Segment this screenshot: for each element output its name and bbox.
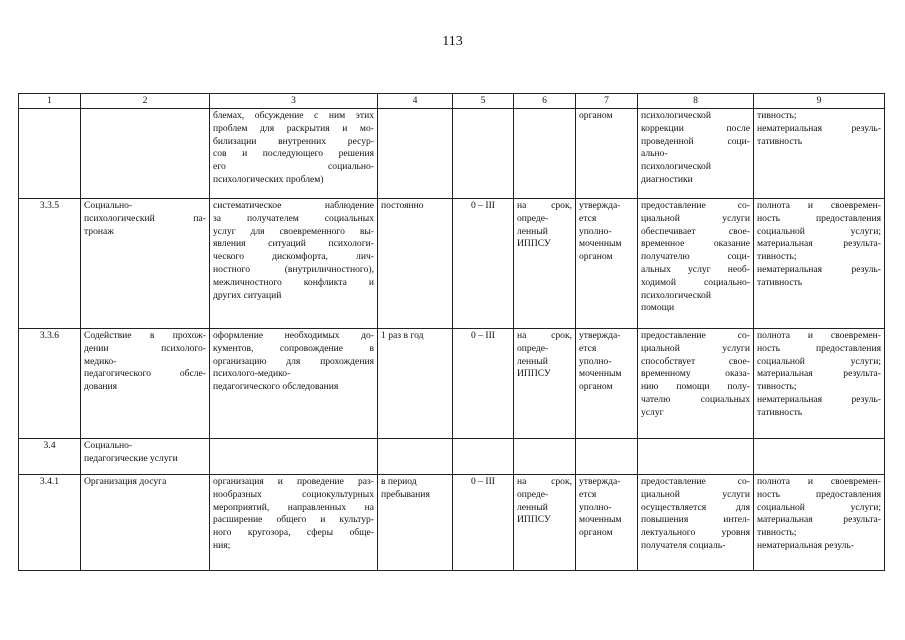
quality-cell-line: тативность (757, 276, 803, 288)
cost-cell-line: на срок, (517, 476, 572, 487)
services-table (18, 93, 885, 571)
quality-cell-line: тативность (757, 406, 803, 418)
result-cell-line: обеспечивает свое- (641, 225, 750, 237)
quality-cell-line: полнота и своевремен- (757, 330, 881, 341)
cost-cell (514, 475, 576, 571)
column-header: 3 (210, 94, 378, 109)
result-cell-line: временному оказа- (641, 368, 750, 380)
table-row (19, 329, 885, 439)
result-cell-line: временное оказание (641, 238, 750, 250)
service-name-cell-line: психологический па- (84, 212, 206, 224)
responsible-cell (576, 439, 638, 475)
service-content-cell-line: ческого дискомфорта, лич- (213, 251, 374, 263)
category-cell-text: 0 – III (471, 330, 495, 341)
result-cell (638, 329, 754, 439)
service-content-cell-line: проблем для раскрытия и мо- (213, 122, 374, 134)
service-content-cell (210, 329, 378, 439)
service-content-cell-line: организацию для прохождения (213, 355, 374, 367)
table-row (19, 199, 885, 329)
service-content-cell (210, 199, 378, 329)
result-cell-line: осуществляется для (641, 501, 750, 513)
service-name-cell-line: Содействие в прохож- (84, 330, 206, 341)
cost-cell (514, 439, 576, 475)
period-cell (378, 199, 453, 329)
column-header: 9 (754, 94, 885, 109)
row-number-cell-text: 3.4.1 (39, 476, 60, 487)
service-name-cell-line: Социально- (84, 200, 133, 211)
quality-cell-line: тивность; (757, 110, 797, 121)
row-number-cell (19, 109, 81, 199)
quality-cell-line: тивность; (757, 527, 797, 539)
row-number-cell-text: 3.3.5 (39, 200, 60, 211)
column-header: 8 (638, 94, 754, 109)
service-content-cell-line: блемах, обсуждение с ним этих (213, 110, 374, 121)
quality-cell-line: полнота и своевремен- (757, 476, 881, 487)
responsible-cell-line: уполно- (579, 225, 612, 237)
quality-cell (754, 109, 885, 199)
service-name-cell (81, 109, 210, 199)
service-content-cell-line: межличностного конфликта и (213, 276, 374, 288)
quality-cell (754, 199, 885, 329)
responsible-cell-line: органом (579, 527, 613, 539)
cost-cell-line: ленный (517, 501, 548, 513)
service-content-cell (210, 439, 378, 475)
result-cell (638, 439, 754, 475)
result-cell-line: психологической (641, 110, 711, 121)
quality-cell-line: тивность; (757, 251, 797, 263)
quality-cell-line: нематериальная резуль- (757, 539, 854, 551)
service-content-cell-line: других ситуаций (213, 289, 282, 301)
quality-cell-line: ность предоставления (757, 212, 881, 224)
service-content-cell-line: психолого-медико- (213, 368, 291, 380)
page-number: 113 (442, 34, 463, 49)
quality-cell-line: ность предоставления (757, 488, 881, 500)
result-cell-line: альных услуг необ- (641, 263, 750, 275)
service-content-cell-line: ностного (внутриличностного), (213, 263, 374, 275)
service-content-cell-line: систематическое наблюдение (213, 200, 374, 211)
result-cell-line: проведенной соци- (641, 135, 750, 147)
responsible-cell-line: моченным (579, 368, 622, 380)
cost-cell (514, 199, 576, 329)
result-cell (638, 475, 754, 571)
service-name-cell-line: дования (84, 381, 118, 393)
responsible-cell-line: утвержда- (579, 476, 621, 487)
service-content-cell-line: за получателем социальных (213, 212, 374, 224)
service-content-cell-line: его социально- (213, 161, 374, 173)
quality-cell-line: социальной услуги; (757, 501, 881, 513)
service-name-cell-line: педагогические услуги (84, 452, 178, 464)
result-cell-line: коррекции после (641, 122, 750, 134)
result-cell (638, 199, 754, 329)
row-number-cell-text: 3.4 (43, 440, 56, 451)
row-number-cell (19, 329, 81, 439)
service-name-cell-line: Социально- (84, 440, 133, 451)
responsible-cell (576, 109, 638, 199)
result-cell-line: нию помощи полу- (641, 381, 750, 393)
service-content-cell-line: организация и проведение раз- (213, 476, 374, 487)
result-cell-line: помощи (641, 302, 675, 314)
quality-cell-line: материальная результа- (757, 514, 881, 526)
cost-cell-line: ленный (517, 225, 548, 237)
cost-cell-line: опреде- (517, 488, 549, 500)
result-cell-line: предоставление со- (641, 200, 750, 211)
result-cell-line: способствует свое- (641, 355, 750, 367)
column-header: 7 (576, 94, 638, 109)
column-header: 4 (378, 94, 453, 109)
quality-cell-line: нематериальная резуль- (757, 263, 881, 275)
period-cell-text: постоянно (381, 200, 424, 211)
cost-cell-line: ИППСУ (517, 238, 551, 250)
quality-cell-line: материальная результа- (757, 238, 881, 250)
service-name-cell (81, 329, 210, 439)
responsible-cell-line: ется (579, 212, 597, 224)
responsible-cell-line: органом (579, 251, 613, 263)
service-content-cell (210, 109, 378, 199)
column-header: 5 (453, 94, 514, 109)
service-content-cell-line: психологических проблем) (213, 173, 324, 185)
table-row (19, 475, 885, 571)
quality-cell-line: ность предоставления (757, 342, 881, 354)
result-cell-line: предоставление со- (641, 330, 750, 341)
responsible-cell-line: моченным (579, 238, 622, 250)
service-content-cell-line: педагогического обследования (213, 381, 339, 393)
result-cell-line: ходимой социально- (641, 276, 750, 288)
row-number-cell (19, 475, 81, 571)
cost-cell-line: на срок, (517, 330, 572, 341)
responsible-cell-line: утвержда- (579, 330, 621, 341)
period-cell (378, 329, 453, 439)
cost-cell-line: опреде- (517, 212, 549, 224)
period-cell-text: 1 раз в год (381, 330, 424, 341)
service-name-cell-line: медико- (84, 355, 117, 367)
service-name-cell (81, 199, 210, 329)
responsible-cell (576, 475, 638, 571)
responsible-cell-line: моченным (579, 514, 622, 526)
service-content-cell-line: нообразных социокультурных (213, 488, 374, 500)
service-name-cell-line: педагогического обсле- (84, 368, 206, 380)
result-cell-line: получателю соци- (641, 251, 750, 263)
row-number-cell-text: 3.3.6 (39, 330, 60, 341)
period-cell (378, 475, 453, 571)
result-cell-line: услуг (641, 406, 664, 418)
cost-cell-line: опреде- (517, 342, 549, 354)
responsible-cell-line: утвержда- (579, 200, 621, 211)
cost-cell-line: ленный (517, 355, 548, 367)
quality-cell-line: социальной услуги; (757, 355, 881, 367)
quality-cell-line: полнота и своевремен- (757, 200, 881, 211)
service-content-cell-line: расширение общего и культур- (213, 514, 374, 526)
responsible-cell-line: ется (579, 488, 597, 500)
service-content-cell-line: сов и последующего решения (213, 148, 374, 160)
responsible-cell (576, 329, 638, 439)
result-cell-line: психологической (641, 161, 711, 173)
responsible-cell-line: органом (579, 381, 613, 393)
result-cell-line: циальной услуги (641, 342, 750, 354)
result-cell-line: циальной услуги (641, 488, 750, 500)
table-header-row (19, 94, 885, 109)
responsible-cell (576, 199, 638, 329)
service-content-cell-line: оформление необходимых до- (213, 330, 374, 341)
responsible-cell-line: органом (579, 110, 613, 121)
table-row (19, 109, 885, 199)
category-cell (453, 199, 514, 329)
period-cell (378, 439, 453, 475)
category-cell (453, 329, 514, 439)
quality-cell-line: тивность; (757, 381, 797, 393)
quality-cell-line: социальной услуги; (757, 225, 881, 237)
column-header: 2 (81, 94, 210, 109)
service-name-cell-line: дении психолого- (84, 342, 206, 354)
cost-cell-line: ИППСУ (517, 514, 551, 526)
result-cell-line: получателя социаль- (641, 539, 726, 551)
category-cell (453, 475, 514, 571)
category-cell-text: 0 – III (471, 200, 495, 211)
cost-cell-line: ИППСУ (517, 368, 551, 380)
quality-cell-line: тативность (757, 135, 803, 147)
category-cell (453, 439, 514, 475)
result-cell-line: лектуального уровня (641, 527, 750, 539)
table-row (19, 439, 885, 475)
cost-cell (514, 329, 576, 439)
row-number-cell (19, 439, 81, 475)
quality-cell-line: материальная результа- (757, 368, 881, 380)
result-cell-line: диагностики (641, 173, 693, 185)
service-content-cell-line: ния; (213, 539, 231, 551)
row-number-cell (19, 199, 81, 329)
responsible-cell-line: уполно- (579, 501, 612, 513)
column-header: 6 (514, 94, 576, 109)
service-name-cell-line: тронаж (84, 225, 114, 237)
result-cell-line: чателю социальных (641, 393, 750, 405)
period-cell-text: в период пребывания (381, 476, 430, 500)
result-cell-line: ально- (641, 148, 668, 160)
result-cell-line: повышения интел- (641, 514, 750, 526)
service-content-cell (210, 475, 378, 571)
quality-cell (754, 439, 885, 475)
service-name-cell (81, 475, 210, 571)
service-content-cell-line: билизации внутренних ресур- (213, 135, 374, 147)
result-cell-line: психологической (641, 289, 711, 301)
period-cell (378, 109, 453, 199)
result-cell (638, 109, 754, 199)
quality-cell (754, 475, 885, 571)
service-content-cell-line: мероприятий, направленных на (213, 501, 374, 513)
category-cell (453, 109, 514, 199)
service-name-cell-line: Организация досуга (84, 476, 167, 487)
responsible-cell-line: уполно- (579, 355, 612, 367)
result-cell-line: предоставление со- (641, 476, 750, 487)
quality-cell-line: нематериальная резуль- (757, 122, 881, 134)
cost-cell-line: на срок, (517, 200, 572, 211)
service-name-cell (81, 439, 210, 475)
service-content-cell-line: кументов, сопровождение в (213, 342, 374, 354)
quality-cell-line: нематериальная резуль- (757, 393, 881, 405)
cost-cell (514, 109, 576, 199)
responsible-cell-line: ется (579, 342, 597, 354)
result-cell-line: циальной услуги (641, 212, 750, 224)
service-content-cell-line: ного кругозора, сферы обще- (213, 527, 374, 539)
column-header: 1 (19, 94, 81, 109)
quality-cell (754, 329, 885, 439)
service-content-cell-line: услуг для своевременного вы- (213, 225, 374, 237)
service-content-cell-line: явления ситуаций психологи- (213, 238, 374, 250)
category-cell-text: 0 – III (471, 476, 495, 487)
